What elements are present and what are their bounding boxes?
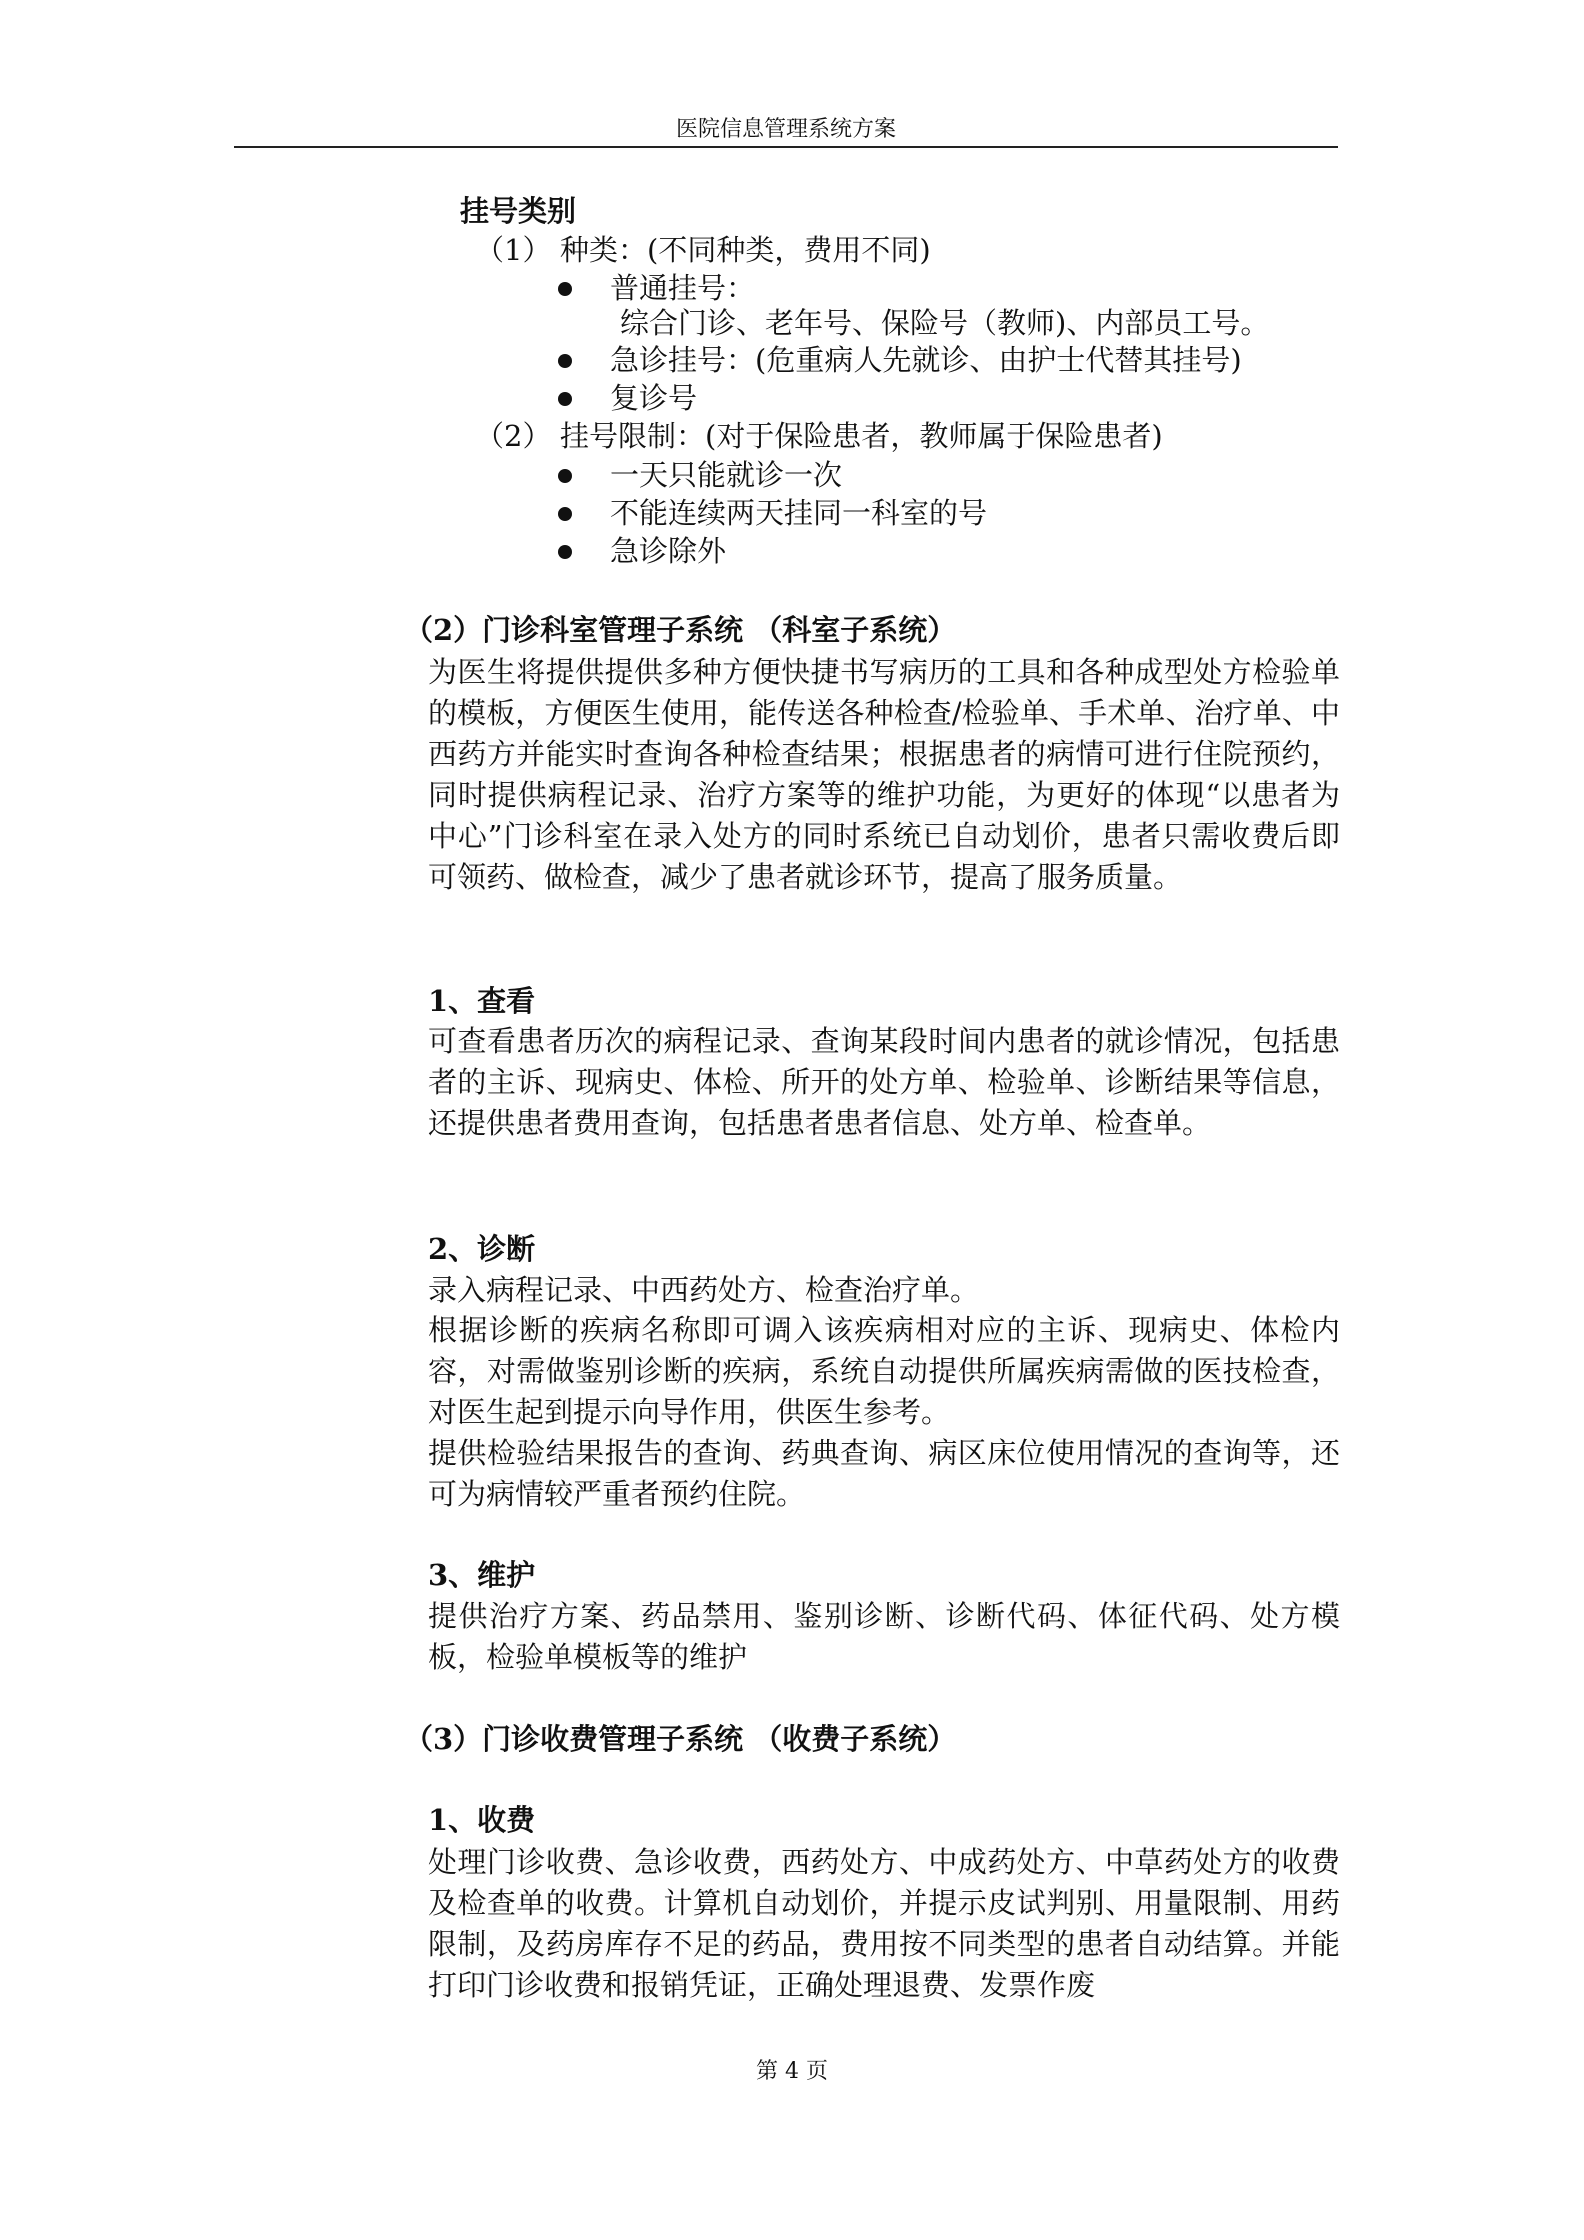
bullet-emergency: 急诊挂号：(危重病人先就诊、由护士代替其挂号) [610,343,1242,377]
bullet-ordinary-detail: 综合门诊、老年号、保险号（教师)、内部员工号。 [620,306,1270,340]
registration-heading: 挂号类别 [460,194,577,228]
bullet-icon [558,507,572,521]
item1-text: 种类：(不同种类，费用不同) [560,233,931,267]
bullet-icon [558,545,572,559]
fee-heading: 1、收费 [428,1803,536,1837]
diagnosis-line1: 录入病程记录、中西药处方、检查治疗单。 [428,1273,980,1307]
maintenance-text: 提供治疗方案、药品禁用、鉴别诊断、诊断代码、体征代码、处方模板，检验单模板等的维护 [428,1599,1340,1674]
bullet-emergency-exempt: 急诊除外 [610,534,727,568]
item2-label: （2） [475,419,552,453]
section2-heading: （2）门诊科室管理子系统 （科室子系统） [404,613,957,647]
section2-intro: 为医生将提供提供多种方便快捷书写病历的工具和各种成型处方检验单的模板，方便医生使用，能传送各种检查/检验单、手术单、治疗单、中西药方并能实时查询各种检查结果；根据患者的病情可进行住院预约，同时提供病程记录、治疗方案等的维护功能，为更好的体现“以患者为中心”门诊科室在录入处方的同时系统已自动划价，患者只需收费后即可领药、做检查，减少了患者就诊环节，提高了服务质量。 [428,655,1340,894]
view-heading: 1、查看 [428,984,536,1018]
page-header: 医院信息管理系统方案 [675,117,896,142]
bullet-followup: 复诊号 [610,381,698,415]
item1-label: （1） [475,233,552,267]
header-divider [234,146,1338,148]
diagnosis-text2: 根据诊断的疾病名称即可调入该疾病相对应的主诉、现病史、体检内容，对需做鉴别诊断的疾病，系统自动提供所属疾病需做的医技检查，对医生起到提示向导作用，供医生参考。 [428,1313,1340,1429]
bullet-once-per-day: 一天只能就诊一次 [610,458,843,492]
diagnosis-heading: 2、诊断 [428,1232,536,1266]
bullet-ordinary: 普通挂号： [610,271,756,305]
section3-heading: （3）门诊收费管理子系统 （收费子系统） [404,1722,957,1756]
fee-text: 处理门诊收费、急诊收费，西药处方、中成药处方、中草药处方的收费及检查单的收费。计算机自动划价，并提示皮试判别、用量限制、用药限制，及药房库存不足的药品，费用按不同类型的患者自动结算。并能打印门诊收费和报销凭证，正确处理退费、发票作废 [428,1845,1340,2002]
bullet-icon [558,469,572,483]
bullet-icon [558,354,572,368]
diagnosis-text3: 提供检验结果报告的查询、药典查询、病区床位使用情况的查询等，还可为病情较严重者预约住院。 [428,1436,1340,1511]
page-number: 第 4 页 [756,2059,828,2084]
view-text: 可查看患者历次的病程记录、查询某段时间内患者的就诊情况，包括患者的主诉、现病史、体检、所开的处方单、检验单、诊断结果等信息，还提供患者费用查询，包括患者患者信息、处方单、检查单。 [428,1024,1340,1140]
bullet-icon [558,392,572,406]
maintenance-heading: 3、维护 [428,1558,536,1592]
bullet-no-consecutive: 不能连续两天挂同一科室的号 [610,496,988,530]
item2-text: 挂号限制：(对于保险患者，教师属于保险患者) [560,419,1163,453]
bullet-icon [558,282,572,296]
